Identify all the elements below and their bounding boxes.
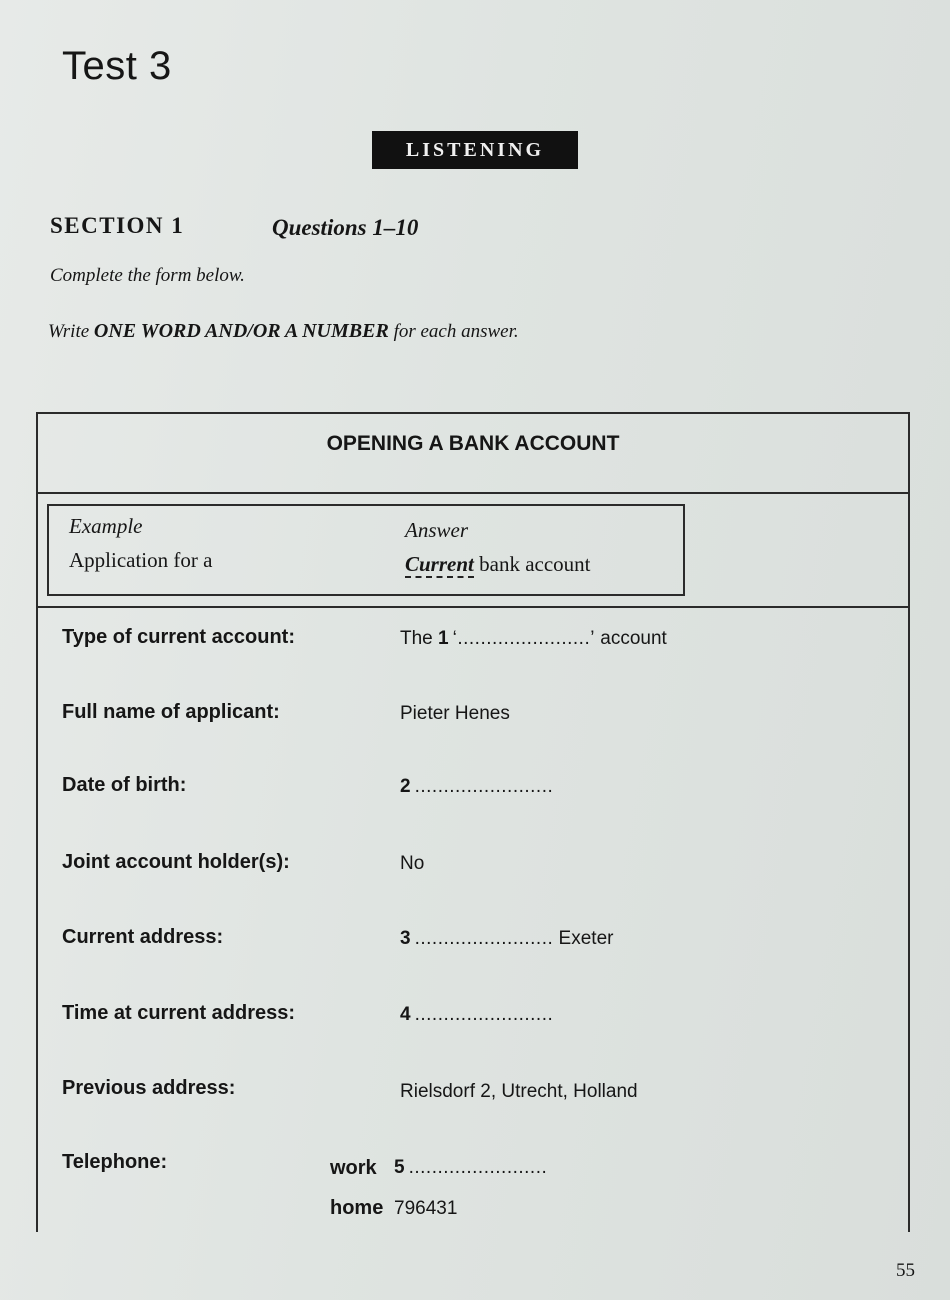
field-value: [400, 776, 553, 798]
form-row-current-address: [38, 926, 908, 958]
instruction-prefix: Write: [48, 321, 94, 342]
field-value: Rielsdorf 2, Utrecht, Holland: [400, 1081, 638, 1102]
field-label: Type of current account:: [62, 626, 295, 648]
field-value: [400, 1004, 553, 1026]
form-row-previous-address: [38, 1077, 908, 1109]
value-suffix: account: [594, 628, 667, 649]
form-row-date-of-birth: [38, 774, 908, 806]
test-title: Test 3: [62, 44, 172, 88]
value-prefix: The: [400, 628, 439, 649]
value-suffix: Exeter: [553, 928, 614, 949]
question-number: 2: [400, 776, 411, 797]
question-number: 1: [438, 628, 449, 649]
bank-account-form: [36, 412, 910, 1232]
form-row-account-type: [38, 626, 908, 658]
field-value: No: [400, 853, 425, 874]
page-number: 55: [896, 1260, 915, 1281]
telephone-home-label: home: [330, 1197, 384, 1219]
field-label: Time at current address:: [62, 1002, 296, 1024]
question-number: 4: [400, 1004, 411, 1025]
form-divider: [38, 606, 908, 608]
example-answer-label: Answer: [405, 518, 468, 542]
instruction-line-1: Complete the form below.: [50, 265, 245, 286]
example-box: [47, 504, 685, 596]
form-row-telephone: [38, 1151, 908, 1231]
telephone-work-label: work: [330, 1157, 377, 1179]
example-prompt: Application for a: [69, 548, 213, 572]
field-label: Previous address:: [62, 1077, 236, 1099]
form-title: OPENING A BANK ACCOUNT: [326, 432, 620, 455]
field-value: [400, 628, 667, 650]
answer-blank[interactable]: ‘.......................’: [452, 628, 595, 649]
section-badge: LISTENING: [372, 131, 578, 169]
answer-blank[interactable]: ........................: [414, 776, 554, 797]
field-label: Joint account holder(s):: [62, 851, 290, 873]
field-label: Telephone:: [62, 1151, 168, 1173]
form-row-joint-holders: [38, 851, 908, 883]
telephone-work-value: [394, 1157, 547, 1179]
answer-blank[interactable]: ........................: [414, 928, 554, 949]
field-label: Date of birth:: [62, 774, 187, 796]
example-answer: [405, 552, 591, 577]
form-row-time-at-address: [38, 1002, 908, 1034]
questions-label: Questions 1–10: [272, 215, 419, 240]
example-label: Example: [69, 514, 143, 538]
question-number: 5: [394, 1157, 405, 1178]
field-value: [400, 928, 613, 950]
question-number: 3: [400, 928, 411, 949]
instruction-suffix: for each answer.: [388, 321, 519, 342]
field-label: Current address:: [62, 926, 224, 948]
form-divider: [38, 492, 908, 494]
example-answer-key: Current: [405, 552, 474, 576]
field-label: Full name of applicant:: [62, 701, 280, 723]
example-answer-rest: bank account: [473, 552, 591, 576]
answer-blank[interactable]: ........................: [414, 1004, 554, 1025]
form-row-full-name: [38, 701, 908, 733]
answer-blank[interactable]: ........................: [408, 1157, 548, 1178]
telephone-home-value: 796431: [394, 1198, 458, 1219]
section-label: SECTION 1: [50, 213, 185, 238]
field-value: Pieter Henes: [400, 703, 510, 724]
instruction-emphasis: ONE WORD AND/OR A NUMBER: [93, 320, 389, 342]
instruction-line-2: [48, 320, 519, 343]
